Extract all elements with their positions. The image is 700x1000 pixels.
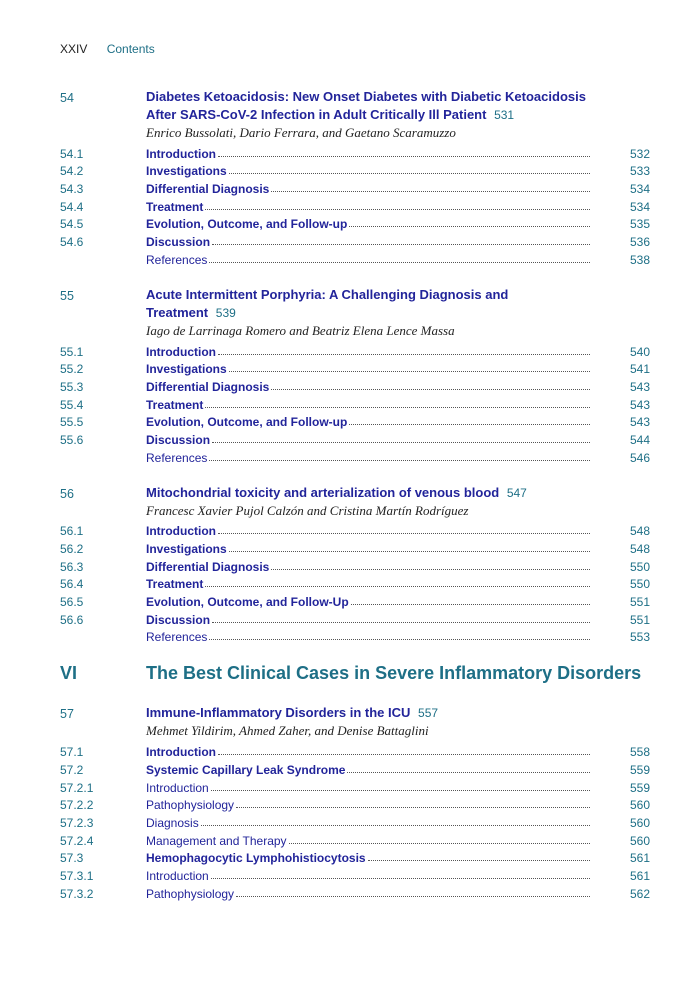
section-page: 548 bbox=[629, 524, 650, 539]
toc-entry-references[interactable] bbox=[60, 627, 650, 645]
dot-leader bbox=[271, 569, 590, 570]
section-number: 56.5 bbox=[60, 595, 84, 610]
chapter-heading[interactable] bbox=[60, 484, 650, 502]
section-page: 551 bbox=[629, 595, 650, 610]
dot-leader bbox=[351, 604, 590, 605]
section-page: 543 bbox=[629, 379, 650, 394]
toc-entry-references[interactable] bbox=[60, 249, 650, 267]
chapter-title-line: Immune-Inflammatory Disorders in the ICU bbox=[146, 705, 411, 721]
section-page: 543 bbox=[629, 397, 650, 412]
dot-leader bbox=[212, 244, 590, 245]
dot-leader bbox=[368, 860, 590, 861]
chapter-heading[interactable] bbox=[60, 286, 650, 322]
toc-subentry[interactable] bbox=[60, 865, 650, 883]
section-number: 57.1 bbox=[60, 745, 84, 760]
dot-leader bbox=[218, 533, 590, 534]
toc-subentry[interactable] bbox=[60, 795, 650, 813]
dot-leader bbox=[236, 807, 590, 808]
dot-leader bbox=[209, 639, 590, 640]
chapter-authors: Iago de Larrinaga Romero and Beatriz Elena Lence Massa bbox=[146, 322, 455, 338]
toc-subentry[interactable] bbox=[60, 830, 650, 848]
toc-entry[interactable] bbox=[60, 429, 650, 447]
dot-leader bbox=[211, 878, 590, 879]
section-title: References bbox=[146, 630, 208, 645]
section-number: 56.3 bbox=[60, 559, 84, 574]
toc-entry[interactable] bbox=[60, 538, 650, 556]
chapter-title-line: Acute Intermittent Porphyria: A Challenging Diagnosis and bbox=[146, 286, 509, 302]
section-number: 55.4 bbox=[60, 397, 84, 412]
toc-subentry[interactable] bbox=[60, 883, 650, 901]
section-number: 54.3 bbox=[60, 182, 84, 197]
toc-entry[interactable] bbox=[60, 574, 650, 592]
section-page: 533 bbox=[629, 164, 650, 179]
toc-entry[interactable] bbox=[60, 741, 650, 759]
chapter-title-line: After SARS-CoV-2 Infection in Adult Critically Ill Patient bbox=[146, 107, 487, 122]
section-title: Introduction bbox=[146, 524, 216, 539]
dot-leader bbox=[212, 442, 590, 443]
section-page: 540 bbox=[629, 344, 650, 359]
toc-entry[interactable] bbox=[60, 376, 650, 394]
chapter-page: 531 bbox=[494, 108, 515, 122]
section-title: Management and Therapy bbox=[146, 833, 287, 848]
section-number: 56.4 bbox=[60, 577, 84, 592]
toc-entry[interactable] bbox=[60, 848, 650, 866]
dot-leader bbox=[229, 173, 590, 174]
section-title: Investigations bbox=[146, 164, 227, 179]
part-title: The Best Clinical Cases in Severe Inflammatory Disorders bbox=[146, 663, 642, 684]
dot-leader bbox=[347, 772, 590, 773]
section-title: Differential Diagnosis bbox=[146, 182, 270, 197]
section-title: Introduction bbox=[146, 868, 209, 883]
chapter-57 bbox=[60, 704, 650, 900]
toc-entry[interactable] bbox=[60, 521, 650, 539]
chapter-number: 56 bbox=[60, 486, 74, 501]
section-title: References bbox=[146, 450, 208, 465]
toc-entry[interactable] bbox=[60, 341, 650, 359]
section-page: 558 bbox=[629, 745, 650, 760]
dot-leader bbox=[209, 460, 590, 461]
chapter-page: 539 bbox=[215, 305, 236, 320]
dot-leader bbox=[229, 371, 590, 372]
section-page: 560 bbox=[629, 833, 650, 848]
section-title: Evolution, Outcome, and Follow-up bbox=[146, 217, 348, 232]
section-page: 548 bbox=[629, 542, 650, 556]
section-title: Differential Diagnosis bbox=[146, 559, 270, 574]
section-title: Discussion bbox=[146, 612, 211, 627]
section-page: 546 bbox=[629, 450, 650, 465]
toc-entry[interactable] bbox=[60, 178, 650, 196]
dot-leader bbox=[271, 191, 590, 192]
section-title: Introduction bbox=[146, 780, 209, 795]
section-page: 560 bbox=[629, 798, 650, 813]
running-header bbox=[60, 42, 155, 56]
part-number: VI bbox=[60, 663, 78, 684]
dot-leader bbox=[211, 790, 590, 791]
chapter-heading[interactable] bbox=[60, 704, 650, 722]
toc-entry[interactable] bbox=[60, 759, 650, 777]
section-number: 55.5 bbox=[60, 415, 84, 430]
section-page: 561 bbox=[629, 868, 650, 883]
dot-leader bbox=[218, 354, 590, 355]
dot-leader bbox=[201, 825, 590, 826]
chapter-authors: Mehmet Yildirim, Ahmed Zaher, and Denise Battaglini bbox=[146, 723, 429, 739]
section-number: 54.5 bbox=[60, 217, 84, 232]
section-number: 54.4 bbox=[60, 199, 84, 214]
section-number: 57.2.1 bbox=[60, 780, 94, 795]
toc-entry[interactable] bbox=[60, 412, 650, 430]
chapter-title-last-line bbox=[146, 304, 650, 322]
section-number: 57.2 bbox=[60, 762, 84, 777]
dot-leader bbox=[236, 896, 590, 897]
section-number: 56.1 bbox=[60, 524, 84, 539]
section-page: 544 bbox=[629, 432, 650, 447]
chapter-55 bbox=[60, 286, 650, 465]
chapter-title[interactable] bbox=[146, 484, 650, 502]
chapter-title-line: Treatment bbox=[146, 304, 209, 320]
chapter-page: 557 bbox=[418, 706, 439, 721]
section-number: 55.6 bbox=[60, 432, 84, 447]
chapter-number: 57 bbox=[60, 707, 74, 722]
section-page: 561 bbox=[629, 851, 650, 866]
header-title: Contents bbox=[106, 42, 155, 56]
section-page: 551 bbox=[629, 612, 650, 627]
section-page: 559 bbox=[629, 762, 650, 777]
chapter-title-line: Diabetes Ketoacidosis: New Onset Diabetes with Diabetic Ketoacidosis bbox=[146, 89, 586, 104]
section-title: Evolution, Outcome, and Follow-up bbox=[146, 415, 348, 430]
section-title: Pathophysiology bbox=[146, 886, 235, 901]
toc-entry[interactable] bbox=[60, 609, 650, 627]
dot-leader bbox=[289, 843, 590, 844]
section-number: 57.2.2 bbox=[60, 798, 94, 813]
section-title: Treatment bbox=[146, 577, 204, 592]
section-title: Treatment bbox=[146, 199, 204, 214]
dot-leader bbox=[205, 407, 590, 408]
section-page: 536 bbox=[629, 235, 650, 250]
chapter-number: 55 bbox=[60, 288, 74, 303]
section-page: 553 bbox=[629, 630, 650, 645]
section-page: 532 bbox=[629, 146, 650, 161]
section-number: 54.2 bbox=[60, 164, 84, 179]
toc-entry[interactable] bbox=[60, 556, 650, 574]
chapter-title-line: Mitochondrial toxicity and arterialization of venous blood bbox=[146, 484, 500, 500]
section-title: Systemic Capillary Leak Syndrome bbox=[146, 762, 346, 777]
toc-entry[interactable] bbox=[60, 196, 650, 214]
toc-entry[interactable] bbox=[60, 214, 650, 232]
dot-leader bbox=[218, 754, 590, 755]
section-title: References bbox=[146, 252, 208, 267]
section-title: Evolution, Outcome, and Follow-Up bbox=[146, 595, 349, 610]
section-number: 57.3.2 bbox=[60, 886, 94, 901]
toc-entry[interactable] bbox=[60, 359, 650, 377]
chapter-title-last-line bbox=[146, 106, 650, 124]
section-page: 538 bbox=[629, 252, 650, 267]
toc-entry[interactable] bbox=[60, 143, 650, 161]
section-title: Discussion bbox=[146, 432, 211, 447]
dot-leader bbox=[209, 262, 590, 263]
chapter-authors: Francesc Xavier Pujol Calzón and Cristina Martín Rodríguez bbox=[146, 502, 469, 518]
dot-leader bbox=[349, 424, 590, 425]
section-page: 541 bbox=[629, 362, 650, 377]
section-title: Introduction bbox=[146, 344, 216, 359]
chapter-56 bbox=[60, 484, 650, 645]
dot-leader bbox=[205, 209, 590, 210]
dot-leader bbox=[212, 622, 590, 623]
toc-subentry[interactable] bbox=[60, 812, 650, 830]
section-title: Introduction bbox=[146, 146, 216, 161]
part-heading[interactable] bbox=[60, 663, 650, 684]
section-number: 57.3 bbox=[60, 851, 84, 866]
section-page: 562 bbox=[629, 886, 650, 901]
section-number: 55.1 bbox=[60, 344, 84, 359]
section-page: 543 bbox=[629, 415, 650, 430]
dot-leader bbox=[271, 389, 590, 390]
section-page: 534 bbox=[629, 199, 650, 214]
section-number: 56.2 bbox=[60, 542, 84, 556]
section-number: 56.6 bbox=[60, 612, 84, 627]
chapter-title[interactable] bbox=[146, 286, 650, 322]
toc-entry[interactable] bbox=[60, 591, 650, 609]
header-page-number: XXIV bbox=[60, 42, 88, 56]
dot-leader bbox=[205, 586, 590, 587]
chapter-title[interactable] bbox=[146, 704, 650, 722]
section-title: Investigations bbox=[146, 542, 227, 556]
section-title: Discussion bbox=[146, 235, 211, 250]
table-of-contents bbox=[60, 88, 650, 920]
chapter-authors: Enrico Bussolati, Dario Ferrara, and Gaetano Scaramuzzo bbox=[146, 125, 456, 140]
section-number: 55.2 bbox=[60, 362, 84, 377]
toc-subentry[interactable] bbox=[60, 777, 650, 795]
section-title: Hemophagocytic Lymphohistiocytosis bbox=[146, 851, 366, 866]
section-number: 57.2.4 bbox=[60, 833, 94, 848]
section-page: 550 bbox=[629, 577, 650, 592]
section-page: 534 bbox=[629, 182, 650, 197]
dot-leader bbox=[218, 156, 590, 157]
chapter-title[interactable] bbox=[146, 88, 650, 124]
section-number: 54.1 bbox=[60, 146, 84, 161]
toc-entry[interactable] bbox=[60, 394, 650, 412]
section-number: 54.6 bbox=[60, 235, 84, 250]
section-page: 560 bbox=[629, 815, 650, 830]
section-page: 559 bbox=[629, 780, 650, 795]
chapter-heading[interactable] bbox=[60, 88, 650, 124]
dot-leader bbox=[229, 551, 590, 552]
dot-leader bbox=[349, 226, 590, 227]
section-title: Diagnosis bbox=[146, 815, 199, 830]
chapter-page: 547 bbox=[506, 485, 527, 500]
toc-entry[interactable] bbox=[60, 161, 650, 179]
chapter-title-last-line bbox=[146, 484, 650, 502]
section-title: Pathophysiology bbox=[146, 798, 235, 813]
section-title: Treatment bbox=[146, 397, 204, 412]
chapter-title-last-line bbox=[146, 704, 650, 722]
section-number: 55.3 bbox=[60, 379, 84, 394]
chapter-number: 54 bbox=[60, 91, 74, 105]
section-page: 550 bbox=[629, 559, 650, 574]
section-title: Investigations bbox=[146, 362, 227, 377]
section-number: 57.2.3 bbox=[60, 815, 94, 830]
toc-entry[interactable] bbox=[60, 231, 650, 249]
section-title: Differential Diagnosis bbox=[146, 379, 270, 394]
section-title: Introduction bbox=[146, 745, 216, 760]
chapter-54 bbox=[60, 88, 650, 267]
section-number: 57.3.1 bbox=[60, 868, 94, 883]
toc-entry-references[interactable] bbox=[60, 447, 650, 465]
section-page: 535 bbox=[629, 217, 650, 232]
